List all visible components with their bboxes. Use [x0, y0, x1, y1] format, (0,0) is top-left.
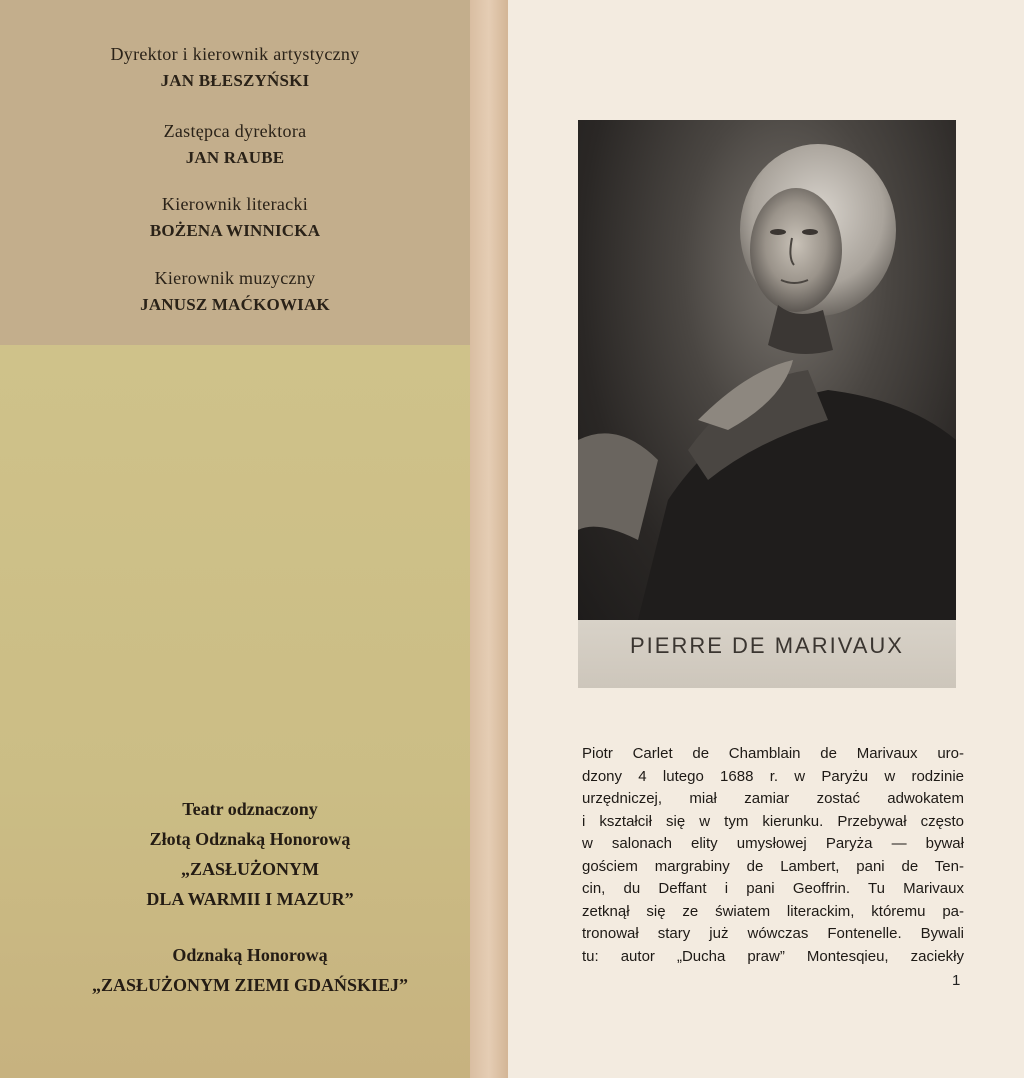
staff-name: JANUSZ MAĆKOWIAK [140, 295, 330, 314]
portrait-drawing [578, 120, 956, 620]
honours-line: „ZASŁUŻONYM [180, 859, 319, 879]
staff-name: JAN BŁESZYŃSKI [160, 71, 310, 90]
text-line: Piotr Carlet de Chamblain de Marivaux uro- [582, 745, 964, 762]
text-line: gościem margrabiny de Lambert, pani de Ten- [582, 857, 964, 875]
honours-line: DLA WARMII I MAZUR” [146, 889, 354, 909]
text-line: w salonach elity umysłowej Paryża — bywał [582, 835, 964, 852]
biography-text [582, 743, 964, 968]
staff-entry-director [0, 44, 470, 91]
page-number: 1 [952, 972, 961, 989]
text-line: cin, du Deffant i pani Geoffrin. Tu Marivaux [582, 880, 964, 897]
honours-line: Teatr odznaczony [182, 799, 318, 819]
staff-entry-music [0, 268, 470, 315]
staff-name: JAN RAUBE [185, 148, 285, 167]
text-line: urzędniczej, miał zamiar zostać adwokatem [582, 790, 964, 807]
honours-block-2 [30, 940, 470, 1000]
portrait-caption: PIERRE DE MARIVAUX [630, 633, 904, 658]
staff-name: BOŻENA WINNICKA [149, 221, 321, 240]
honours-line: Złotą Odznaką Honorową [149, 829, 351, 849]
honours-line: Odznaką Honorową [172, 945, 328, 965]
text-line: dzony 4 lutego 1688 r. w Paryżu w rodzinie [582, 767, 964, 785]
staff-role: Kierownik literacki [161, 194, 309, 214]
honours-block [30, 794, 470, 914]
staff-role: Zastępca dyrektora [163, 121, 307, 141]
staff-entry-deputy [0, 121, 470, 168]
text-line: zetknął się ze światem literackim, któremu pa- [582, 902, 964, 920]
portrait-image [578, 120, 956, 620]
book-spine [470, 0, 508, 1078]
text-line: tronował stary już wówczas Fontenelle. Bywali [582, 925, 964, 942]
text-line: i kształcił się w tym kierunku. Przebywał często [582, 812, 964, 830]
honours-line: „ZASŁUŻONYM ZIEMI GDAŃSKIEJ” [91, 975, 409, 995]
staff-role: Kierownik muzyczny [154, 268, 316, 288]
staff-role: Dyrektor i kierownik artystyczny [110, 44, 360, 64]
staff-entry-literary [0, 194, 470, 241]
text-line: tu: autor „Ducha praw” Montesqieu, zaciekły [582, 947, 964, 965]
